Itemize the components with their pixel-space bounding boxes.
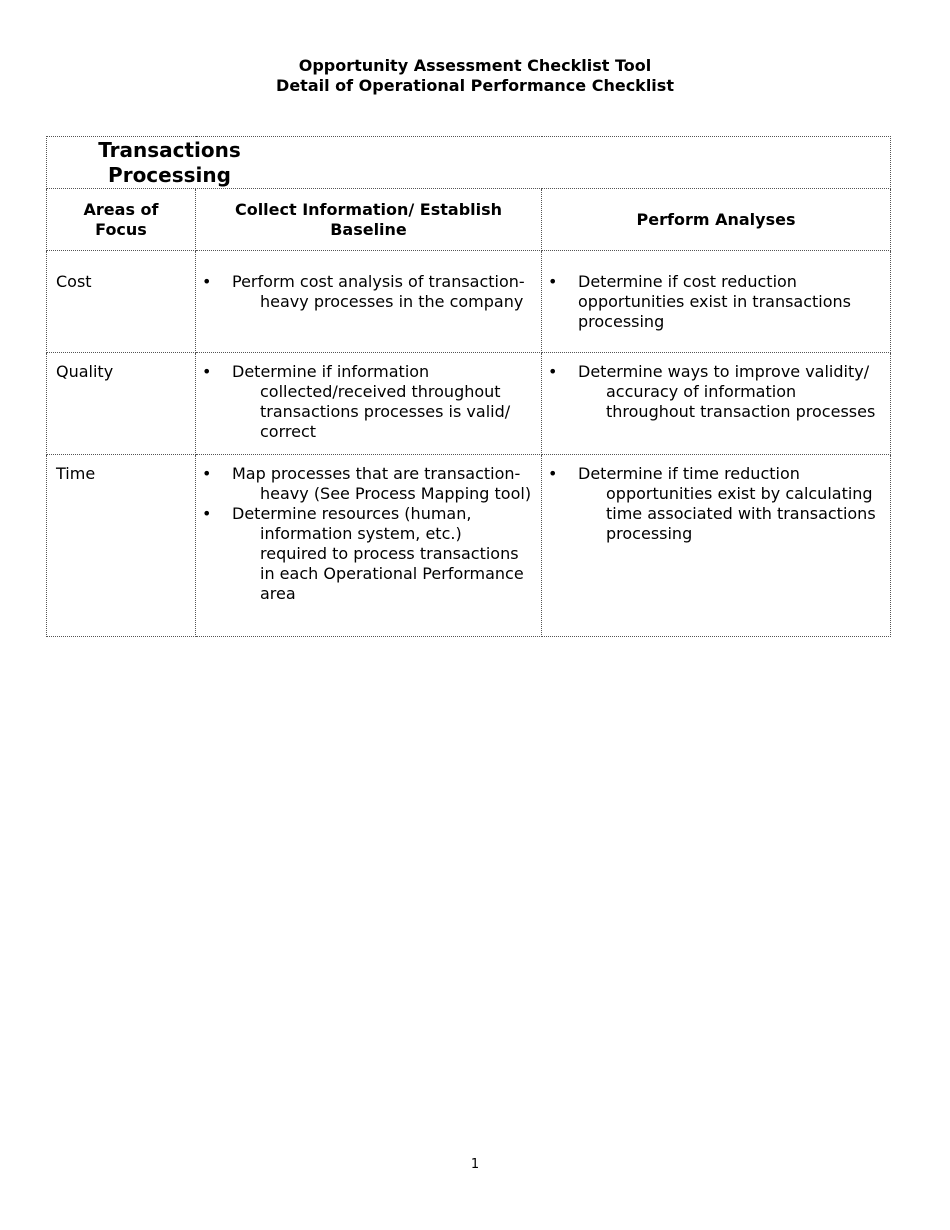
bullet-list — [542, 353, 890, 422]
bullet-list — [196, 353, 541, 442]
area-cell — [47, 251, 196, 353]
bullet-icon: • — [202, 504, 212, 523]
area-cell — [47, 455, 196, 637]
column-header-row — [47, 189, 891, 251]
bullet-list — [196, 251, 541, 312]
bullet-list — [542, 251, 890, 332]
document-title: Opportunity Assessment Checklist Tool — [298, 56, 652, 75]
bullet-text: Determine ways to improve validity/ accuracy of information throughout transaction processes — [578, 362, 876, 421]
list-item — [542, 272, 882, 332]
bullet-icon: • — [202, 272, 212, 291]
column-header-areas: Areas of Focus — [47, 189, 196, 251]
area-cell — [47, 353, 196, 455]
document-header — [0, 56, 950, 96]
column-header-collect: Collect Information/ Establish Baseline — [196, 189, 542, 251]
list-item — [542, 362, 882, 422]
table-row — [47, 353, 891, 455]
list-item — [196, 504, 533, 604]
list-item — [196, 362, 533, 442]
bullet-icon: • — [548, 272, 558, 291]
bullet-icon: • — [548, 362, 558, 381]
bullet-list — [542, 455, 890, 544]
area-label: Time — [56, 464, 96, 483]
column-header-analyses: Perform Analyses — [542, 189, 891, 251]
list-item — [542, 464, 882, 544]
bullet-list — [196, 455, 541, 604]
bullet-text: Determine resources (human, information system, etc.) required to process transactions in each Operational Performance area — [232, 504, 524, 603]
collect-cell — [196, 251, 542, 353]
bullet-icon: • — [548, 464, 558, 483]
analyze-cell — [542, 251, 891, 353]
bullet-text: Determine if time reduction opportunities exist by calculating time associated with transactions processing — [578, 464, 876, 543]
bullet-text: Determine if information collected/received throughout transactions processes is valid/ correct — [232, 362, 511, 441]
collect-cell — [196, 455, 542, 637]
area-label: Cost — [56, 272, 92, 291]
bullet-text: Map processes that are transaction-heavy (See Process Mapping tool) — [232, 464, 532, 503]
bullet-text: Perform cost analysis of transaction-heavy processes in the company — [232, 272, 525, 311]
list-item — [196, 272, 533, 312]
bullet-icon: • — [202, 362, 212, 381]
analyze-cell — [542, 455, 891, 637]
checklist-table — [46, 136, 891, 637]
area-label: Quality — [56, 362, 114, 381]
bullet-icon: • — [202, 464, 212, 483]
table-row — [47, 455, 891, 637]
section-cell — [47, 137, 891, 189]
analyze-cell — [542, 353, 891, 455]
collect-cell — [196, 353, 542, 455]
bullet-text: Determine if cost reduction opportunities exist in transactions processing — [578, 272, 852, 331]
section-row — [47, 137, 891, 189]
section-title: Transactions Processing — [98, 138, 241, 187]
document-subtitle: Detail of Operational Performance Checklist — [276, 76, 674, 95]
page-number: 1 — [470, 1157, 480, 1172]
table-row — [47, 251, 891, 353]
list-item — [196, 464, 533, 504]
